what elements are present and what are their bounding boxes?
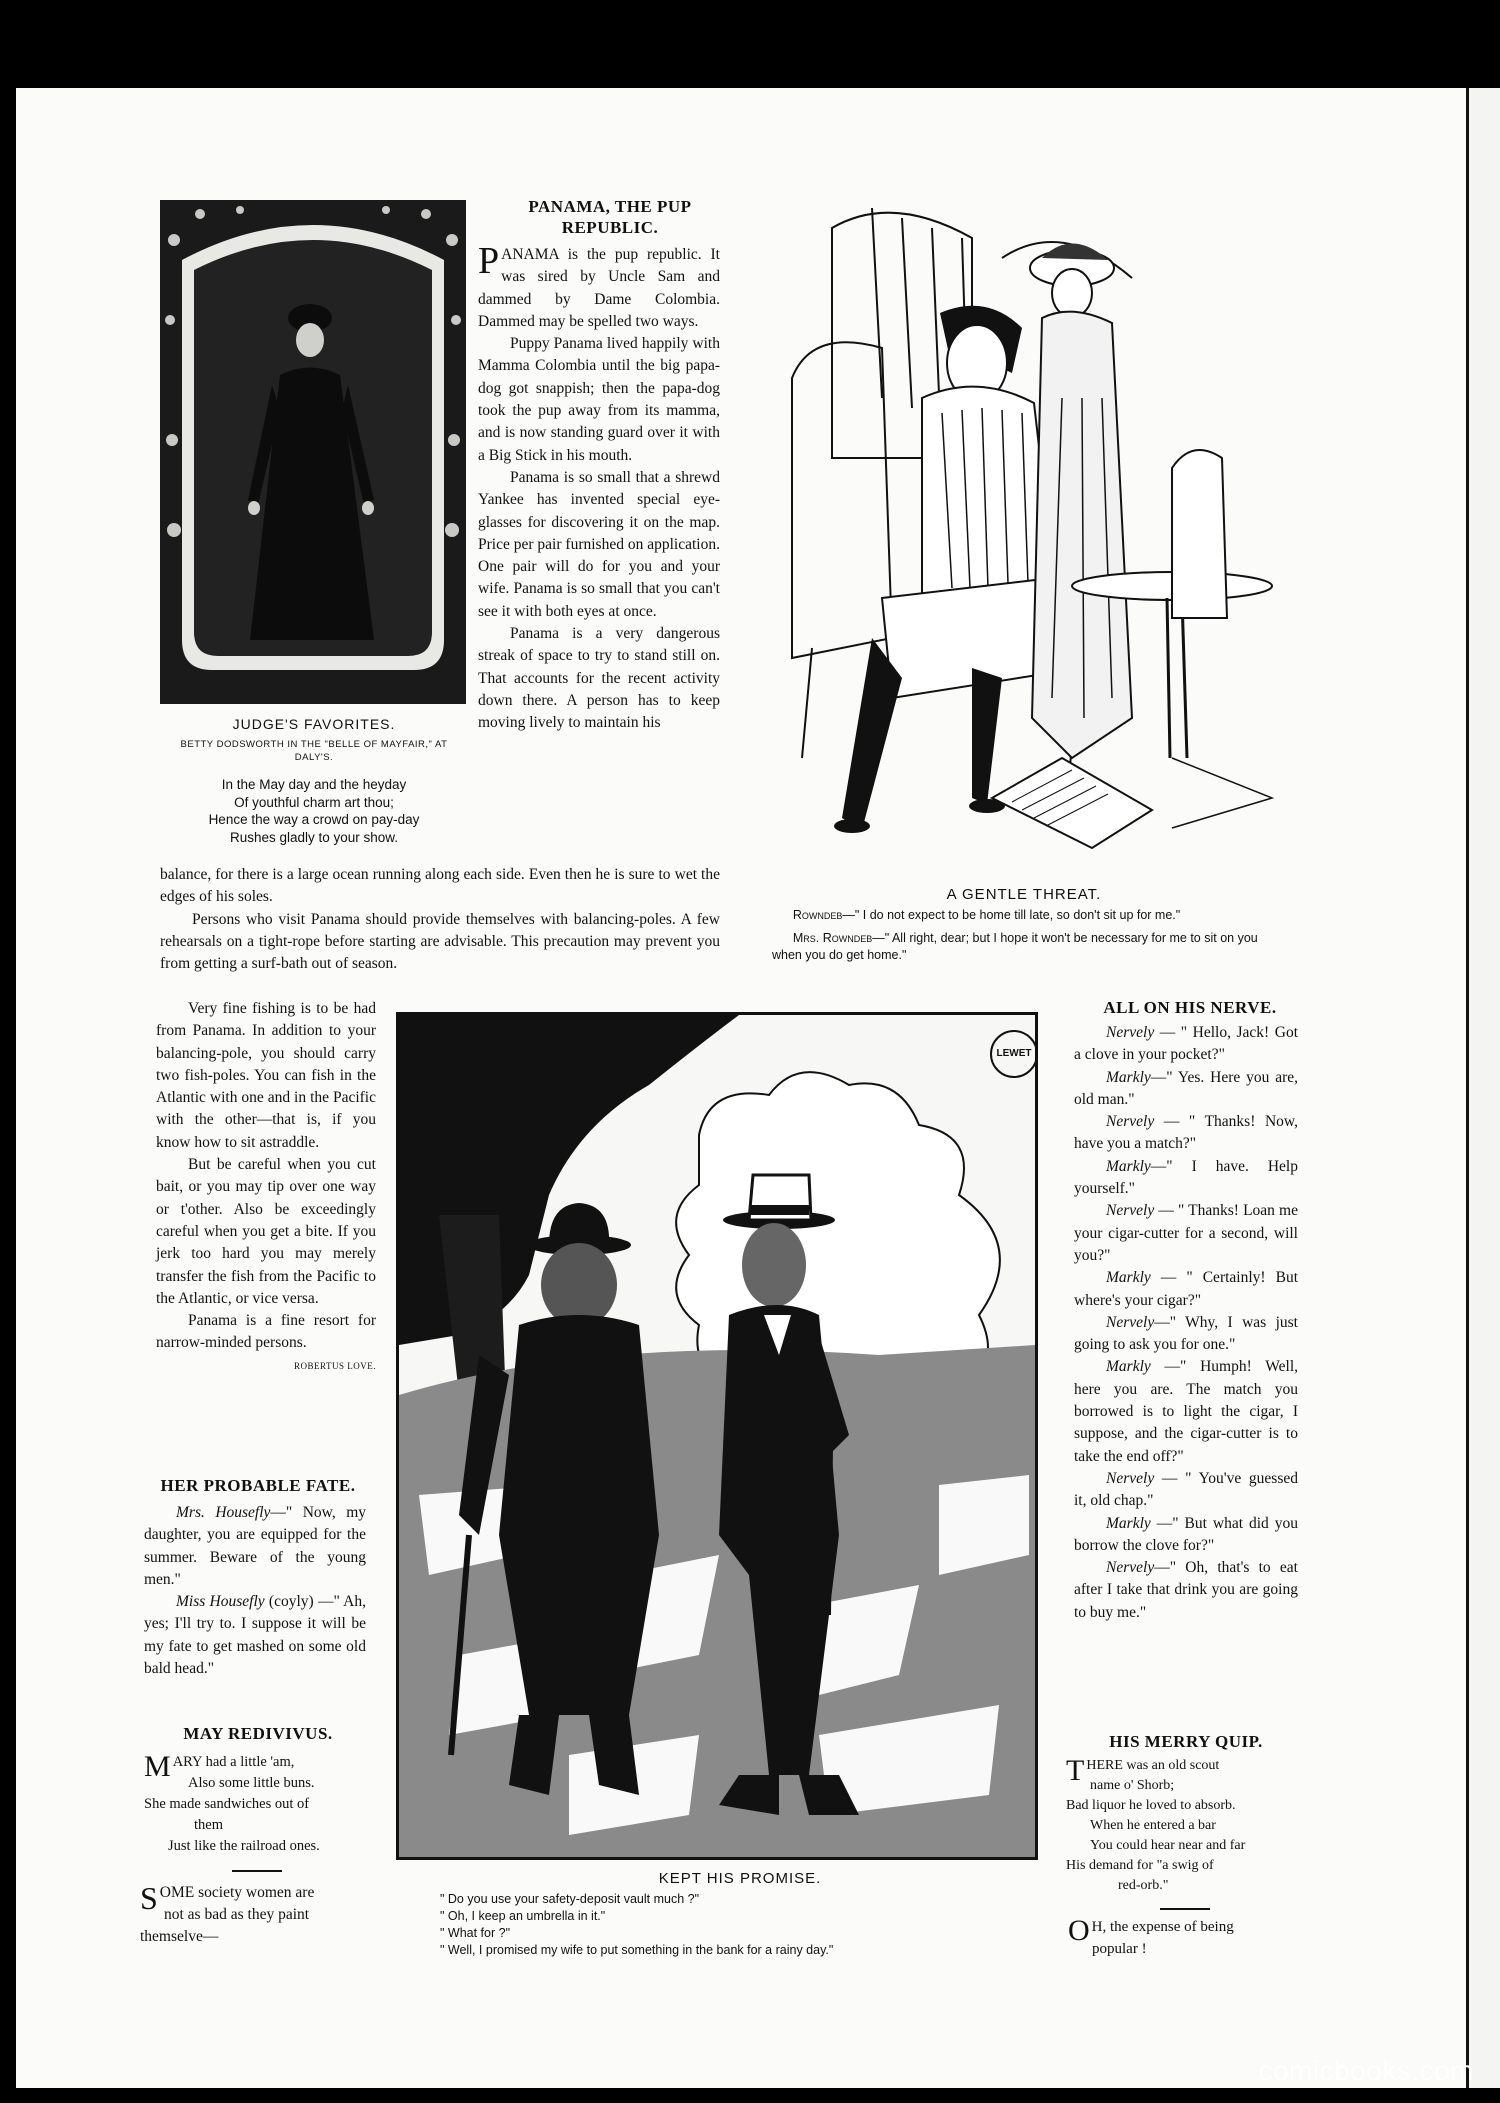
dialogue-line: Markly—" Yes. Here you are, old man." [1074, 1068, 1298, 1108]
watermark: comicbooks.com [1258, 2055, 1474, 2086]
poem-line: His demand for "a swig of [1066, 1858, 1214, 1873]
quip-line: not as bad as they paint [164, 1906, 310, 1923]
dialogue-line: Nervely — " Hello, Jack! Got a clove in your pocket?" [1074, 1024, 1298, 1064]
divider [232, 1870, 282, 1872]
quip-line: O H, the expense of being [1068, 1914, 1234, 1947]
caption-line: " Well, I promised my wife to put something in the bank for a rainy day." [440, 1943, 834, 1957]
poem-line: MARY had a little 'am, [144, 1750, 295, 1783]
caption-line: " What for ?" [440, 1926, 511, 1940]
paragraph: Puppy Panama lived happily with Mamma Colombia until the big papa-dog got snappish; then the papa-dog took the pup away from its mamma, and is now standing guard over it with a Big Stick in his mouth. [478, 335, 720, 464]
paragraph: Miss Housefly (coyly) —" Ah, yes; I'll try to. I suppose it will be my fate to get mashed on some old bald head." [144, 1593, 366, 1678]
caption-gentle-threat [772, 886, 1276, 964]
caption-line: " Do you use your safety-deposit vault much ?" [440, 1892, 700, 1906]
article-panama-wide [160, 864, 720, 975]
byline: ROBERTUS LOVE. [294, 1360, 376, 1371]
photo-caption-title: JUDGE'S FAVORITES. [232, 716, 396, 732]
dialogue-line: Markly — " Certainly! But where's your cigar?" [1074, 1269, 1298, 1309]
poem-line: Also some little buns. [188, 1775, 315, 1791]
caption-line: " Oh, I keep an umbrella in it." [440, 1909, 606, 1923]
caption-title: KEPT HIS PROMISE. [658, 1870, 822, 1887]
quip-line: themselve— [140, 1928, 219, 1945]
quip-society [140, 1882, 370, 1948]
dialogue-line: Markly —" But what did you borrow the clove for?" [1074, 1514, 1298, 1554]
article-title-panama: PANAMA, THE PUP REPUBLIC. [528, 197, 692, 237]
drop-cap: M [144, 1750, 171, 1783]
paragraph: Panama is so small that a shrewd Yankee has invented special eye-glasses for discovering it on the map. Price per pair furnished on application. One pair will do for you and your wife. Panama is so small that you can't see it with both eyes at once. [478, 468, 720, 620]
photo-caption-subtitle: BETTY DODSWORTH IN THE "BELLE OF MAYFAIR," AT DALY'S. [180, 739, 448, 763]
quip-popular [1068, 1916, 1304, 1960]
article-title-merry-quip: HIS MERRY QUIP. [1109, 1732, 1263, 1751]
poem-line: Bad liquor he loved to absorb. [1066, 1798, 1236, 1813]
paragraph: Panama is a very dangerous streak of space to try to stand still on. That accounts for the recent activity down there. A person has to keep moving lively to maintain his [478, 625, 720, 732]
drop-cap: O [1068, 1914, 1090, 1947]
verse-line: In the May day and the heyday [221, 777, 407, 792]
dialogue-line: Markly—" I have. Help yourself." [1074, 1157, 1298, 1198]
paragraph: Panama is a fine resort for narrow-minded persons. [156, 1312, 376, 1352]
article-title-may-redivivus: MAY REDIVIVUS. [183, 1724, 333, 1743]
article-all-on-nerve [1074, 1022, 1298, 1624]
dialogue-line: Markly —" Humph! Well, here you are. The match you borrowed is to light the cigar, I suppose, and the cigar-cutter is to take the end off?" [1074, 1358, 1298, 1465]
paragraph: PANAMA is the pup republic. It was sired by Uncle Sam and dammed by Dame Colombia. Dammed may be spelled two ways. [478, 240, 720, 330]
drop-cap: S [140, 1880, 158, 1916]
facing-page-edge [1466, 88, 1500, 2088]
paragraph: Mrs. Housefly—" Now, my daughter, you are equipped for the summer. Beware of the young men." [144, 1504, 366, 1588]
article-panama-col2 [156, 998, 376, 1377]
poem-line: Just like the railroad ones. [168, 1838, 320, 1854]
dialogue-line: Nervely—" Why, I was just going to ask you for one." [1074, 1313, 1298, 1354]
paragraph: balance, for there is a large ocean running along each side. Even then he is sure to wet the edges of his soles. [160, 866, 720, 906]
poem-line: name o' Shorb; [1090, 1778, 1175, 1793]
caption-line: Rowndeb—" I do not expect to be home till late, so don't sit up for me." [792, 908, 1181, 922]
paragraph: Very fine fishing is to be had from Panama. In addition to your balancing-pole, you should carry two fish-poles. You can fish in the Atlantic with one and in the Pacific with the other—that is, if you know how to sit astraddle. [156, 1000, 376, 1151]
quip-line: popular ! [1092, 1941, 1147, 1957]
photo-frame [160, 200, 466, 704]
dialogue-line: Nervely—" Oh, that's to eat after I take that drink you are going to buy me." [1074, 1559, 1298, 1621]
caption-title: A GENTLE THREAT. [946, 886, 1102, 903]
illustration-kept-promise [396, 1012, 1038, 1860]
paragraph: But be careful when you cut bait, or you may tip over one way or t'other. Also be exceedingly careful when you get a bite. If you jerk too hard you may merely transfer the fish from the Pacific to the Atlantic, or vice versa. [156, 1156, 376, 1307]
poem-line: red-orb." [1118, 1878, 1169, 1893]
photo-verse [158, 776, 470, 846]
verse-line: Hence the way a crowd on pay-day [208, 812, 420, 827]
verse-line: Of youthful charm art thou; [234, 794, 394, 810]
article-panama-col1 [478, 240, 720, 735]
artist-signature: LEWET [990, 1030, 1038, 1078]
poem-line: She made sandwiches out of [144, 1796, 310, 1812]
quip-line: SOME society women are [140, 1880, 315, 1916]
poem-line: When he entered a bar [1090, 1818, 1216, 1833]
drop-cap: P [478, 240, 500, 282]
caption-line: Mrs. Rowndeb—" All right, dear; but I hope it won't be necessary for me to sit on you when you do get home." [772, 931, 1258, 962]
two-men-cartoon [399, 1015, 1035, 1857]
poem-line: them [194, 1817, 223, 1833]
poem-may-redivivus [144, 1752, 370, 1857]
poem-line: THERE was an old scout [1066, 1754, 1220, 1787]
verse-line: Rushes gladly to your show. [229, 829, 399, 845]
library-scene-drawing [772, 198, 1276, 870]
photo-caption [158, 716, 470, 768]
article-title-probable-fate: HER PROBABLE FATE. [160, 1476, 356, 1495]
drop-cap: T [1066, 1754, 1085, 1787]
caption-kept-promise [440, 1870, 1040, 1959]
dialogue-line: Nervely — " Thanks! Now, have you a match?" [1074, 1113, 1298, 1153]
poem-merry-quip [1066, 1756, 1302, 1896]
paragraph: Persons who visit Panama should provide themselves with balancing-poles. A few rehearsals on a tight-rope before starting are advisable. This precaution may prevent you from getting a surf-bath out of season. [160, 910, 720, 973]
dialogue-line: Nervely — " You've guessed it, old chap." [1074, 1469, 1298, 1510]
poem-line: You could hear near and far [1090, 1838, 1246, 1853]
dialogue-line: Nervely — " Thanks! Loan me your cigar-cutter for a second, will you?" [1074, 1202, 1298, 1264]
ornamental-photo-border [160, 200, 466, 704]
article-probable-fate [144, 1502, 366, 1680]
divider [1160, 1908, 1210, 1910]
article-title-all-on-nerve: ALL ON HIS NERVE. [1103, 998, 1277, 1017]
illustration-gentle-threat [772, 198, 1276, 870]
